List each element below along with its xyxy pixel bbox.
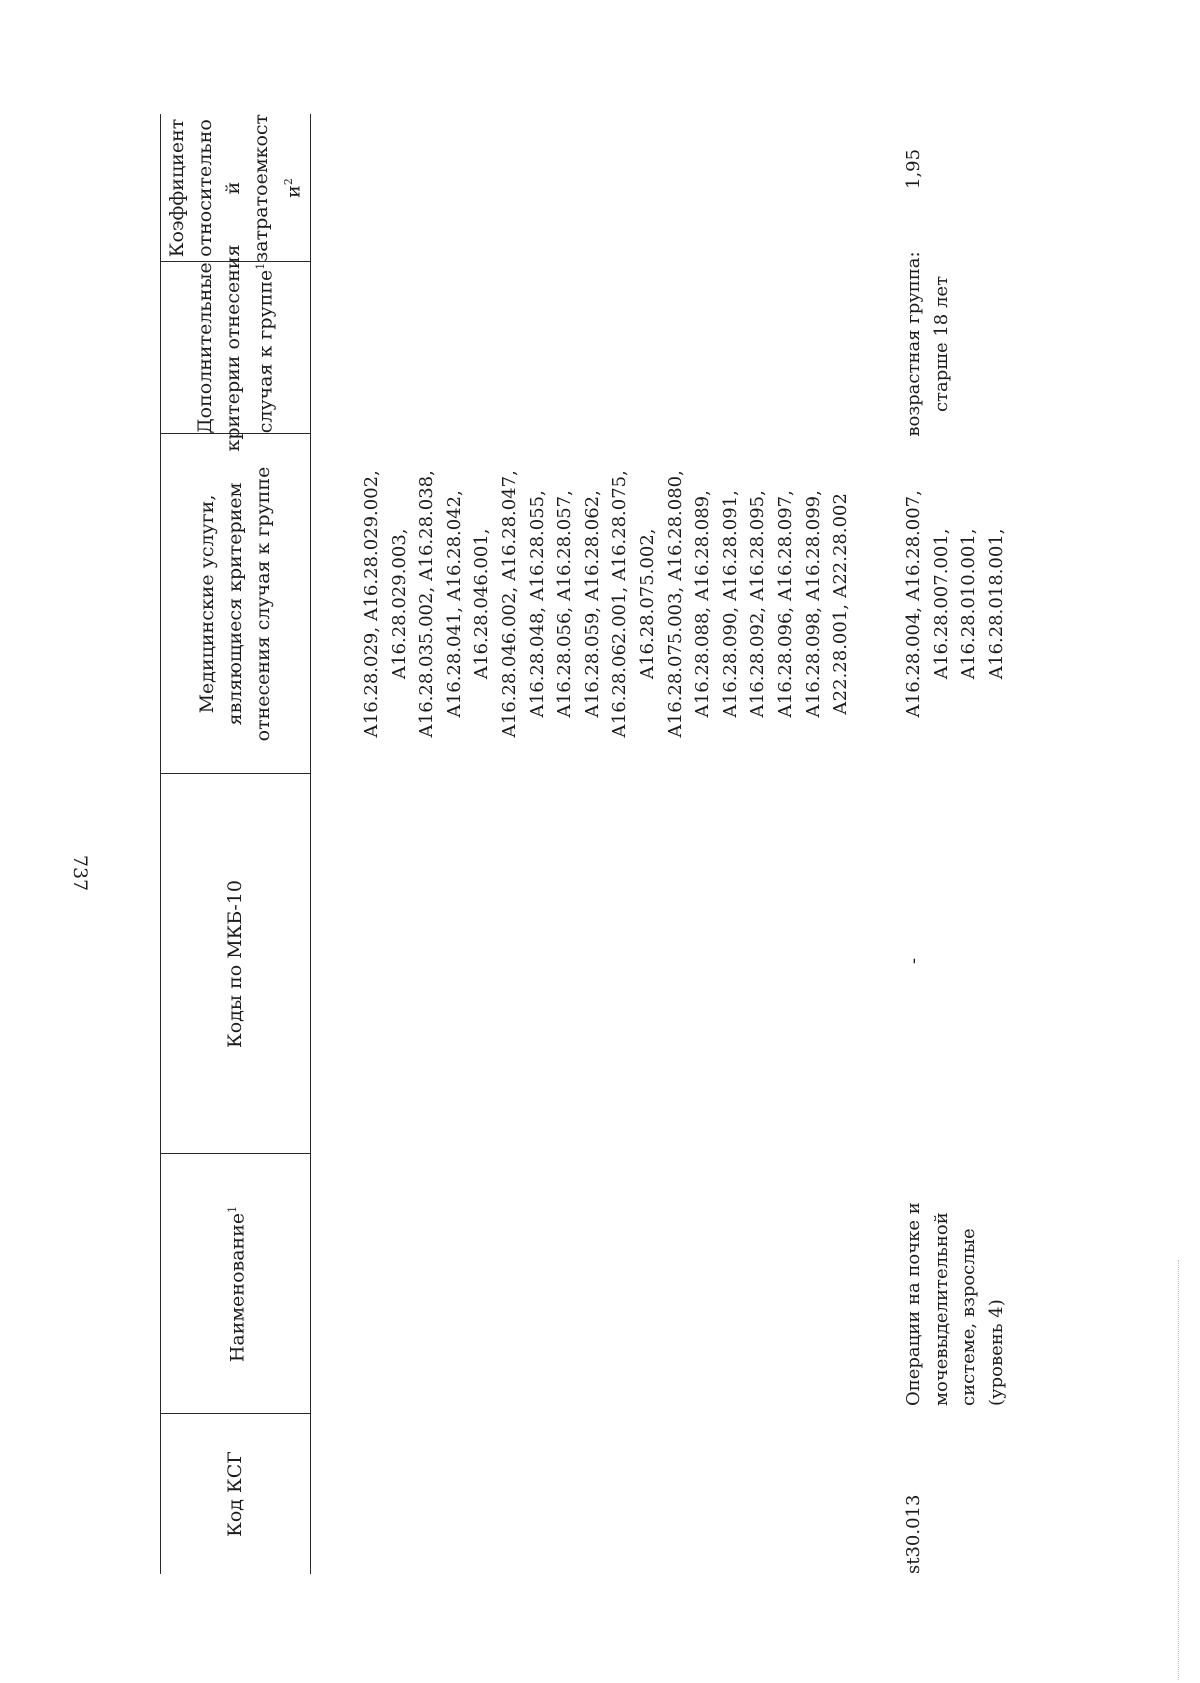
header-criteria-line: критерии отнесения bbox=[221, 244, 244, 452]
header-coef bbox=[160, 114, 310, 262]
service-codes-line: А16.28.075.003, А16.28.080, bbox=[664, 470, 686, 738]
header-coef-line: й bbox=[221, 181, 244, 195]
service-codes-line: А16.28.088, А16.28.089, bbox=[692, 490, 714, 718]
header-criteria-line: случая к группе bbox=[254, 269, 277, 434]
service-codes-line: А16.28.075.002, bbox=[636, 528, 658, 680]
criteria-line: возрастная группа: bbox=[903, 251, 924, 437]
service-codes-line: А16.28.035.002, А16.28.038, bbox=[416, 470, 438, 738]
service-codes-line: А16.28.048, А16.28.055, bbox=[526, 490, 548, 718]
service-codes-line: А16.28.029, А16.28.029.002, bbox=[361, 470, 382, 738]
header-bottom-rule bbox=[310, 114, 311, 1574]
header-name-text: Наименование bbox=[226, 1212, 249, 1363]
footnote-marker: 1 bbox=[225, 1205, 239, 1213]
page-number: 737 bbox=[69, 854, 92, 892]
service-codes-line: А16.28.007.001, bbox=[930, 528, 952, 680]
header-code bbox=[160, 1414, 310, 1574]
service-codes-line: А16.28.056, А16.28.057, bbox=[554, 490, 576, 718]
service-codes-line: А16.28.092, А16.28.095, bbox=[747, 490, 769, 718]
header-code-text: Код КСГ bbox=[224, 1451, 246, 1537]
header-services bbox=[160, 434, 310, 774]
mkb-codes-cell: - bbox=[903, 957, 924, 964]
ksg-code-cell: st30.013 bbox=[903, 1494, 924, 1574]
service-codes-line: А22.28.001, А22.28.002 bbox=[830, 493, 852, 715]
header-mkb-text: Коды по МКБ-10 bbox=[224, 880, 246, 1048]
coefficient-cell: 1,95 bbox=[903, 148, 924, 189]
header-coef-line: Коэффициент bbox=[165, 118, 188, 258]
header-criteria-line: Дополнительные bbox=[193, 262, 216, 434]
criteria-line: старше 18 лет bbox=[930, 275, 952, 413]
service-codes-line: А16.28.018.001, bbox=[985, 528, 1007, 680]
continued-services-cell bbox=[358, 444, 855, 764]
service-codes-line: А16.28.029.003, bbox=[388, 528, 410, 680]
header-coef-line: относительно bbox=[193, 119, 216, 257]
header-criteria bbox=[160, 244, 310, 452]
service-codes-line: А16.28.062.001, А16.28.075, bbox=[609, 470, 631, 738]
header-services-line: отнесения случая к группе bbox=[252, 466, 274, 742]
header-coef-line: и bbox=[282, 185, 305, 198]
footnote-marker: 2 bbox=[281, 178, 295, 186]
ksg-name-line: системе, взрослые bbox=[958, 1228, 980, 1406]
service-codes-line: А16.28.059, А16.28.062, bbox=[581, 490, 603, 718]
criteria-cell bbox=[900, 244, 955, 444]
table-frame bbox=[160, 114, 1200, 1574]
service-codes-line: А16.28.098, А16.28.099, bbox=[802, 490, 824, 718]
header-services-line: Медицинские услуги, bbox=[196, 494, 218, 714]
service-codes-line: А16.28.046.002, А16.28.047, bbox=[498, 470, 520, 738]
service-codes-line: А16.28.041, А16.28.042, bbox=[443, 490, 465, 718]
header-coef-line: затратоемкост bbox=[249, 113, 272, 263]
service-codes-line: А16.28.046.001, bbox=[471, 528, 493, 680]
header-services-line: являющиеся критерием bbox=[224, 482, 246, 726]
ksg-name-line: (уровень 4) bbox=[985, 1299, 1007, 1406]
service-codes-line: А16.28.004, А16.28.007, bbox=[903, 490, 924, 718]
rotated-table-page bbox=[160, 114, 1200, 1574]
service-codes-line: А16.28.010.001, bbox=[958, 528, 980, 680]
ksg-name-line: мочевыделительной bbox=[930, 1212, 952, 1406]
service-codes-line: А16.28.090, А16.28.091, bbox=[719, 490, 741, 718]
service-codes-line: А16.28.096, А16.28.097, bbox=[774, 490, 796, 718]
ksg-name-cell bbox=[900, 1166, 1010, 1406]
footnote-marker: 1 bbox=[253, 262, 267, 270]
ksg-name-line: Операции на почке и bbox=[903, 1202, 924, 1406]
header-mkb bbox=[160, 774, 310, 1154]
header-name bbox=[160, 1154, 310, 1414]
scan-edge-mark bbox=[1178, 1260, 1179, 1680]
services-cell bbox=[900, 444, 1010, 764]
